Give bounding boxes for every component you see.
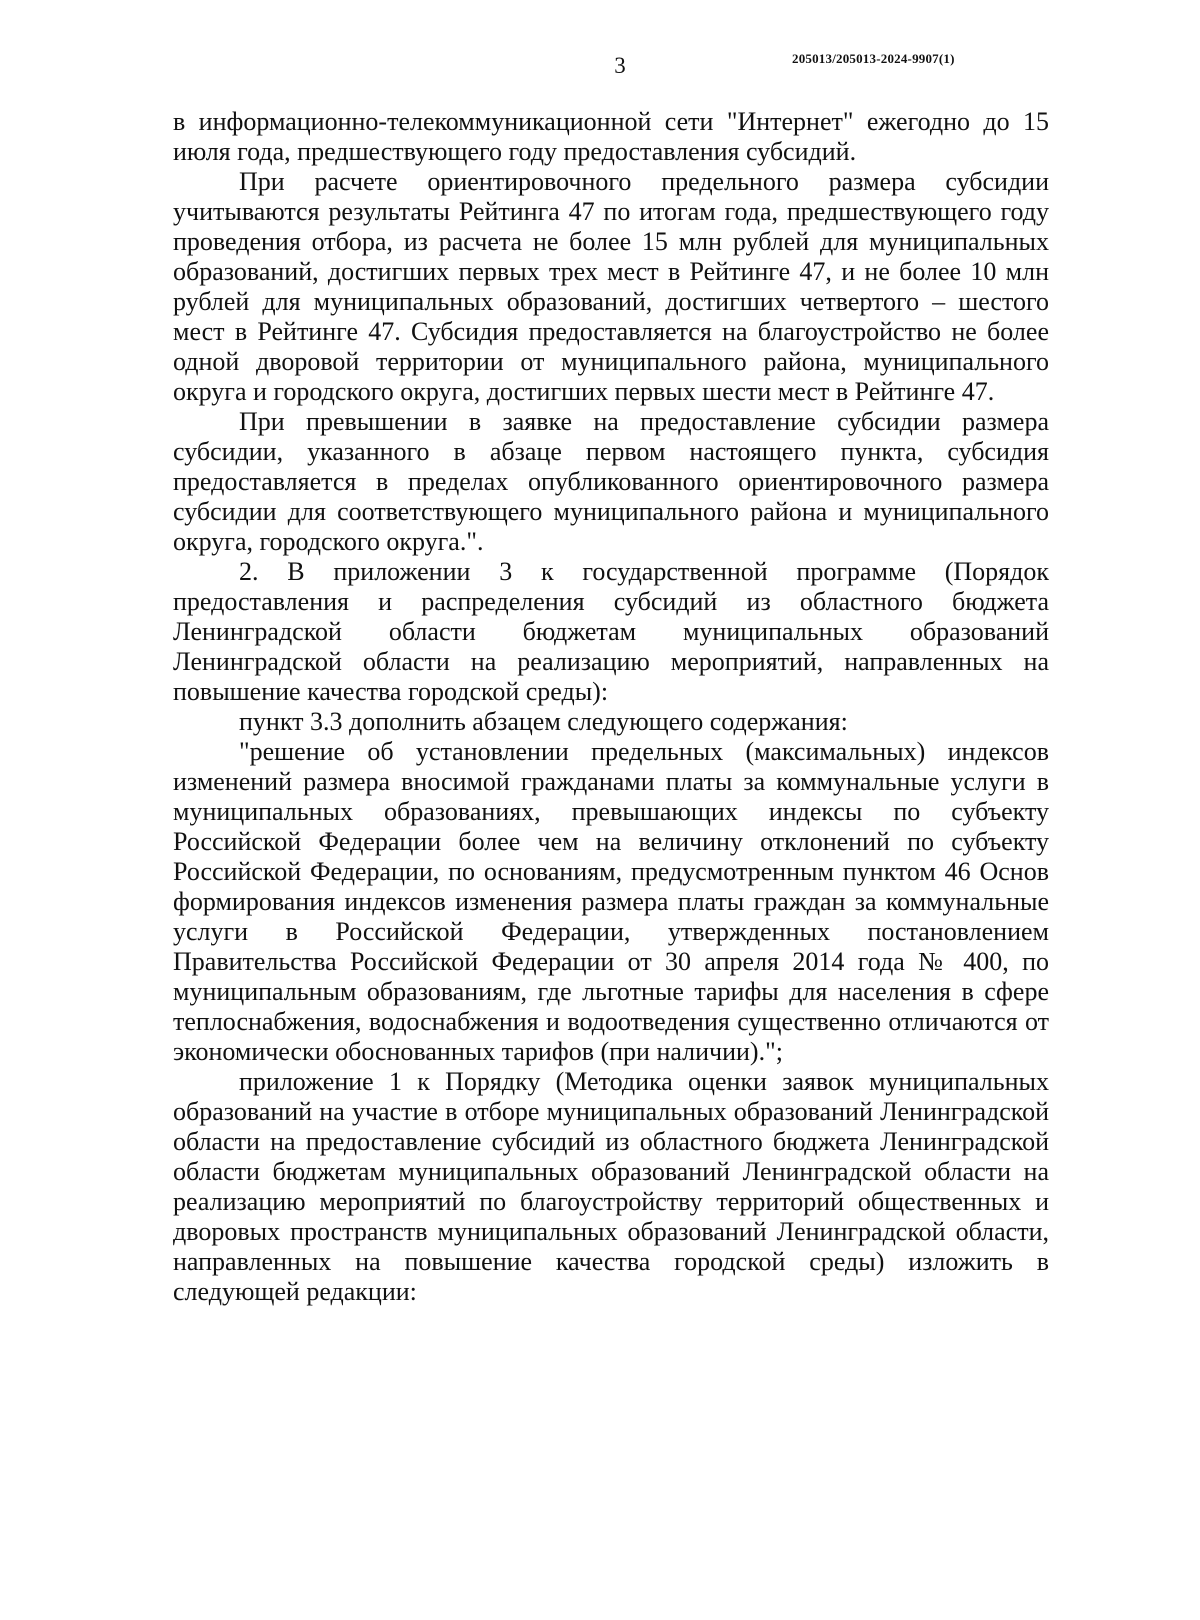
paragraph: в информационно-телекоммуникационной сети "Интернет" ежегодно до 15 июля года, предшествующего году предоставления субсидий.	[173, 107, 1049, 166]
document-body	[173, 107, 1049, 1307]
paragraph: "решение об установлении предельных (максимальных) индексов изменений размера вносимой гражданами платы за коммунальные услуги в муниципальных образованиях, превышающих индексы по субъекту Российской Федерации более чем на величину отклонений по субъекту Российской Федерации, по основаниям, предусмотренным пунктом 46 Основ формирования индексов изменения размера платы граждан за коммунальные услуги в Российской Федерации, утвержденных постановлением Правительства Российской Федерации от 30 апреля 2014 года № 400, по муниципальным образованиям, где льготные тарифы для населения в сфере теплоснабжения, водоснабжения и водоотведения существенно отличаются от экономически обоснованных тарифов (при наличии).";	[173, 737, 1049, 1066]
paragraph: приложение 1 к Порядку (Методика оценки заявок муниципальных образований на участие в отборе муниципальных образований Ленинградской области на предоставление субсидий из областного бюджета Ленинградской области бюджетам муниципальных образований Ленинградской области на реализацию мероприятий по благоустройству территорий общественных и дворовых пространств муниципальных образований Ленинградской области, направленных на повышение качества городской среды) изложить в следующей редакции:	[173, 1067, 1049, 1306]
paragraph: пункт 3.3 дополнить абзацем следующего содержания:	[239, 707, 848, 736]
paragraph: 2. В приложении 3 к государственной программе (Порядок предоставления и распределения субсидий из областного бюджета Ленинградской области бюджетам муниципальных образований Ленинградской области на реализацию мероприятий, направленных на повышение качества городской среды):	[173, 557, 1049, 706]
paragraph: При расчете ориентировочного предельного размера субсидии учитываются результаты Рейтинга 47 по итогам года, предшествующего году проведения отбора, из расчета не более 15 млн рублей для муниципальных образований, достигших первых трех мест в Рейтинге 47, и не более 10 млн рублей для муниципальных образований, достигших четвертого – шестого мест в Рейтинге 47. Субсидия предоставляется на благоустройство не более одной дворовой территории от муниципального района, муниципального округа и городского округа, достигших первых шести мест в Рейтинге 47.	[173, 167, 1049, 406]
page-number: 3	[614, 53, 626, 78]
document-id: 205013/205013-2024-9907(1)	[792, 51, 955, 66]
paragraph: При превышении в заявке на предоставление субсидии размера субсидии, указанного в абзаце первом настоящего пункта, субсидия предоставляется в пределах опубликованного ориентировочного размера субсидии для соответствующего муниципального района и муниципального округа, городского округа.".	[173, 407, 1049, 556]
